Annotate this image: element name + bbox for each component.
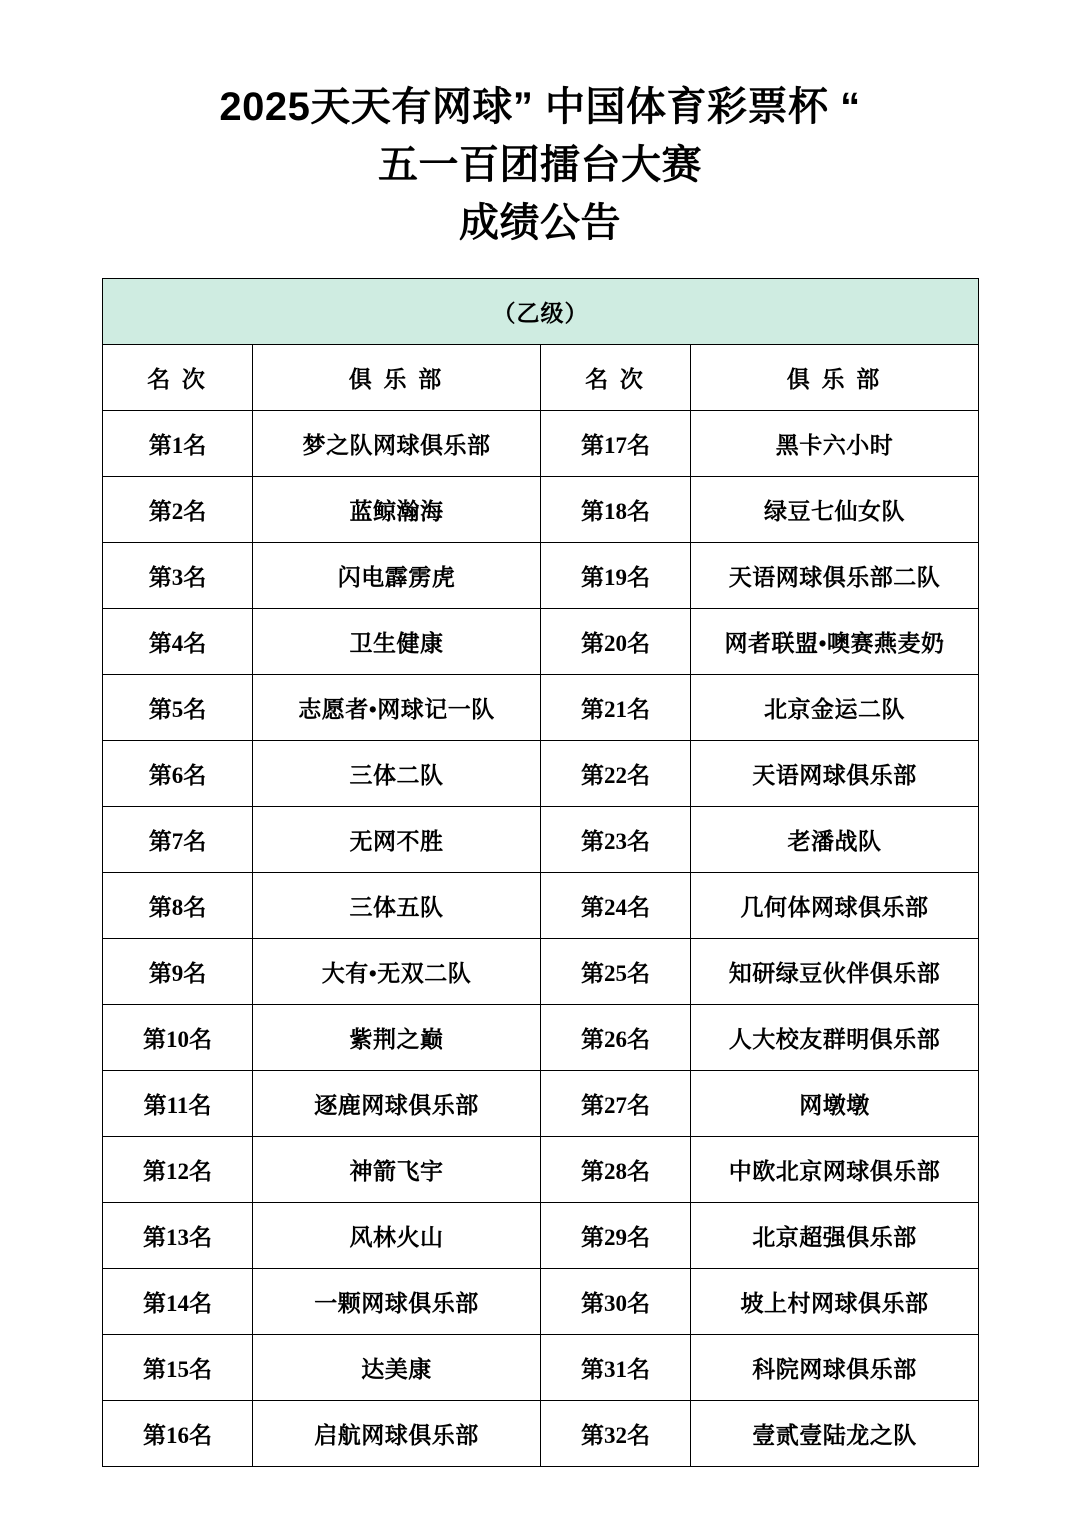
rank-cell-left: 第12名 (103, 1137, 253, 1203)
table-row (103, 1203, 979, 1269)
club-cell-right: 老潘战队 (691, 807, 979, 873)
rank-cell-left: 第10名 (103, 1005, 253, 1071)
club-cell-left: 蓝鲸瀚海 (253, 477, 541, 543)
rank-cell-right: 第27名 (541, 1071, 691, 1137)
rank-cell-left: 第4名 (103, 609, 253, 675)
club-cell-right: 北京超强俱乐部 (691, 1203, 979, 1269)
table-header-row (103, 345, 979, 411)
results-table-wrapper (102, 278, 978, 1467)
club-cell-left: 卫生健康 (253, 609, 541, 675)
document-title (0, 0, 1080, 252)
rank-cell-left: 第8名 (103, 873, 253, 939)
club-cell-left: 紫荆之巅 (253, 1005, 541, 1071)
table-row (103, 741, 979, 807)
title-line-2: 五一百团擂台大赛 (378, 143, 702, 187)
results-table (102, 278, 979, 1467)
rank-cell-right: 第17名 (541, 411, 691, 477)
table-row (103, 609, 979, 675)
table-row (103, 1071, 979, 1137)
club-cell-left: 一颗网球俱乐部 (253, 1269, 541, 1335)
club-cell-right: 科院网球俱乐部 (691, 1335, 979, 1401)
title-line-1: 2025天天有网球” 中国体育彩票杯 “ (219, 85, 861, 129)
club-cell-left: 逐鹿网球俱乐部 (253, 1071, 541, 1137)
table-row (103, 939, 979, 1005)
table-row (103, 411, 979, 477)
rank-cell-left: 第2名 (103, 477, 253, 543)
rank-cell-right: 第22名 (541, 741, 691, 807)
rank-cell-right: 第18名 (541, 477, 691, 543)
rank-cell-right: 第20名 (541, 609, 691, 675)
rank-cell-right: 第24名 (541, 873, 691, 939)
rank-cell-right: 第30名 (541, 1269, 691, 1335)
rank-cell-right: 第29名 (541, 1203, 691, 1269)
club-cell-left: 三体五队 (253, 873, 541, 939)
rank-cell-right: 第25名 (541, 939, 691, 1005)
club-cell-left: 大有•无双二队 (253, 939, 541, 1005)
rank-cell-left: 第9名 (103, 939, 253, 1005)
header-rank-left: 名 次 (103, 345, 253, 411)
rank-cell-right: 第26名 (541, 1005, 691, 1071)
club-cell-left: 风林火山 (253, 1203, 541, 1269)
club-cell-left: 无网不胜 (253, 807, 541, 873)
grade-label: （乙级） (103, 279, 979, 345)
rank-cell-right: 第19名 (541, 543, 691, 609)
club-cell-right: 中欧北京网球俱乐部 (691, 1137, 979, 1203)
rank-cell-right: 第28名 (541, 1137, 691, 1203)
table-row (103, 1335, 979, 1401)
rank-cell-left: 第3名 (103, 543, 253, 609)
rank-cell-left: 第14名 (103, 1269, 253, 1335)
rank-cell-left: 第5名 (103, 675, 253, 741)
rank-cell-left: 第6名 (103, 741, 253, 807)
club-cell-right: 绿豆七仙女队 (691, 477, 979, 543)
grade-row (103, 279, 979, 345)
table-row (103, 873, 979, 939)
club-cell-left: 神箭飞宇 (253, 1137, 541, 1203)
club-cell-left: 三体二队 (253, 741, 541, 807)
rank-cell-right: 第32名 (541, 1401, 691, 1467)
rank-cell-left: 第13名 (103, 1203, 253, 1269)
club-cell-left: 志愿者•网球记一队 (253, 675, 541, 741)
header-club-right: 俱 乐 部 (691, 345, 979, 411)
club-cell-left: 闪电霹雳虎 (253, 543, 541, 609)
rank-cell-left: 第1名 (103, 411, 253, 477)
rank-cell-right: 第23名 (541, 807, 691, 873)
club-cell-right: 坡上村网球俱乐部 (691, 1269, 979, 1335)
rank-cell-left: 第15名 (103, 1335, 253, 1401)
table-row (103, 477, 979, 543)
club-cell-right: 壹贰壹陆龙之队 (691, 1401, 979, 1467)
table-row (103, 1137, 979, 1203)
rank-cell-right: 第31名 (541, 1335, 691, 1401)
club-cell-right: 几何体网球俱乐部 (691, 873, 979, 939)
rank-cell-left: 第11名 (103, 1071, 253, 1137)
table-row (103, 807, 979, 873)
rank-cell-left: 第7名 (103, 807, 253, 873)
rank-cell-left: 第16名 (103, 1401, 253, 1467)
club-cell-left: 梦之队网球俱乐部 (253, 411, 541, 477)
rank-cell-right: 第21名 (541, 675, 691, 741)
club-cell-right: 北京金运二队 (691, 675, 979, 741)
table-row (103, 1269, 979, 1335)
club-cell-right: 网墩墩 (691, 1071, 979, 1137)
club-cell-right: 天语网球俱乐部二队 (691, 543, 979, 609)
club-cell-right: 知研绿豆伙伴俱乐部 (691, 939, 979, 1005)
table-row (103, 543, 979, 609)
table-row (103, 1401, 979, 1467)
club-cell-left: 启航网球俱乐部 (253, 1401, 541, 1467)
club-cell-right: 天语网球俱乐部 (691, 741, 979, 807)
title-line-3: 成绩公告 (459, 201, 621, 245)
club-cell-right: 人大校友群明俱乐部 (691, 1005, 979, 1071)
club-cell-left: 达美康 (253, 1335, 541, 1401)
table-row (103, 1005, 979, 1071)
club-cell-right: 网者联盟•噢赛燕麦奶 (691, 609, 979, 675)
header-rank-right: 名 次 (541, 345, 691, 411)
header-club-left: 俱 乐 部 (253, 345, 541, 411)
club-cell-right: 黑卡六小时 (691, 411, 979, 477)
table-row (103, 675, 979, 741)
